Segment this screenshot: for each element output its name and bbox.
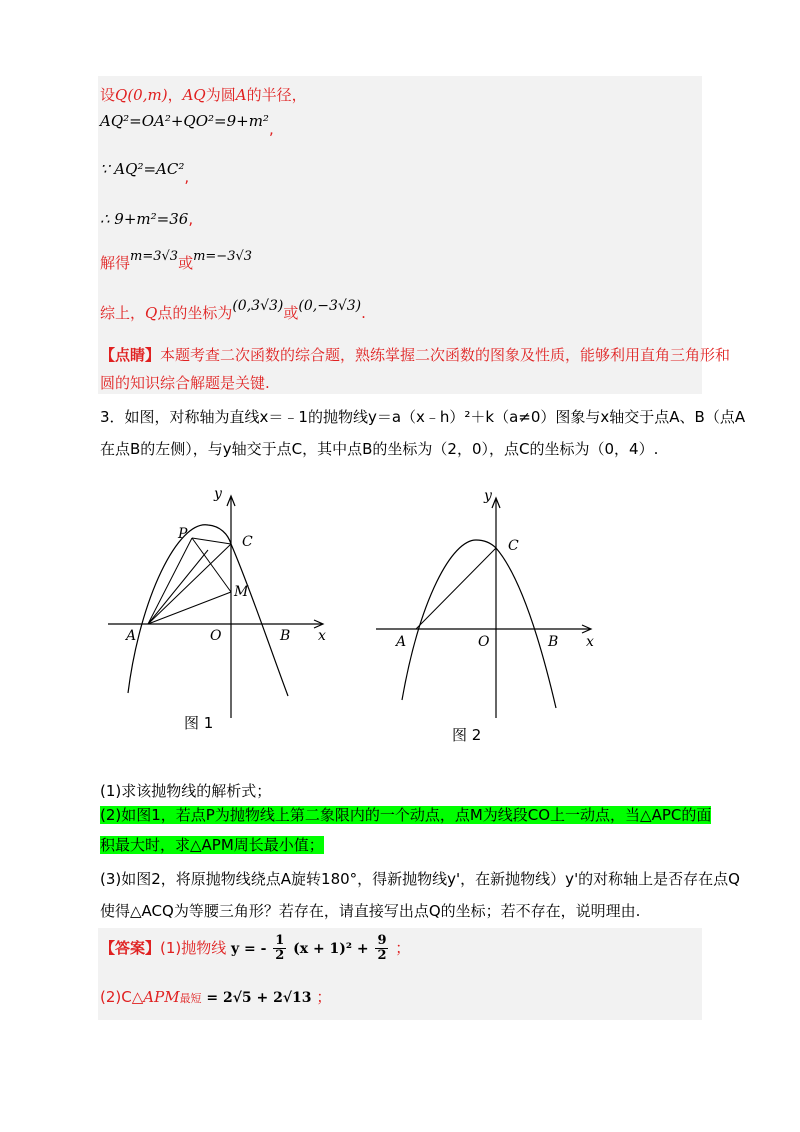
fig1-label-m: M (234, 584, 249, 600)
fig2-line-ac (416, 548, 496, 629)
fig1-label-y: y (214, 486, 222, 502)
fig2-label-x: x (586, 634, 594, 650)
solution-comment-line1: 【点睛】本题考查二次函数的综合题，熟练掌握二次函数的图象及性质，能够利用直角三角形和 (100, 346, 731, 364)
fig2-label-y: y (484, 488, 492, 504)
solution-eq3: ∴ 9+m²=36, (100, 210, 194, 228)
fig1-caption: 图 1 (184, 714, 214, 732)
question-3-line1: (3)如图2，将原抛物线绕点A旋转180°，得新抛物线y'，在新抛物线）y'的对称轴上是否存在点Q (100, 870, 740, 888)
fig1-label-c: C (242, 534, 253, 550)
question-3-line2: 使得△ACQ为等腰三角形？若存在，请直接写出点Q的坐标；若不存在，说明理由. (100, 902, 641, 920)
fig2-label-b: B (548, 634, 559, 650)
answer-2: (2)C△APM最短 = 2√5 + 2√13 ； (100, 988, 332, 1006)
figure-1 (100, 478, 340, 753)
fig1-lines (148, 538, 231, 624)
fig1-label-x: x (318, 628, 326, 644)
question-2-line2: 积最大时，求△APM周长最小值； (100, 836, 324, 854)
answer-1: 【答案】(1)抛物线 y = - $\frac{1}{2}$ (x + 1)² + $\frac{9}{2}$ ； (100, 933, 411, 963)
figure-2 (372, 478, 612, 753)
solution-solve: 解得m=3√3或m=−3√3 (100, 249, 253, 272)
solution-set-q: 设Q(0,m)，AQ为圆A的半径， (100, 86, 307, 104)
answer-1-fraction-2: $\frac{9}{2}$ (377, 933, 387, 963)
problem-line1: 3．如图，对称轴为直线x＝﹣1的抛物线y＝a（x﹣h）²＋k（a≠0）图象与x轴交于点A、B（点A (100, 408, 746, 426)
solution-eq2: ∵ AQ²=AC², (100, 160, 190, 186)
fig2-label-c: C (508, 538, 519, 554)
solution-summary: 综上，Q点的坐标为(0,3√3)或(0,−3√3). (100, 298, 366, 322)
fig2-label-a: A (396, 634, 407, 650)
fig1-label-a: A (126, 628, 137, 644)
solution-eq1: AQ²=OA²+QO²=9+m², (100, 112, 274, 138)
solution-comment-line2: 圆的知识综合解题是关键. (100, 374, 270, 392)
fig1-label-b: B (280, 628, 291, 644)
question-1: (1)求该抛物线的解析式； (100, 782, 272, 800)
fig2-label-o: O (478, 634, 490, 650)
problem-line2: 在点B的左侧），与y轴交于点C，其中点B的坐标为（2，0），点C的坐标为（0，4）. (100, 440, 659, 458)
fig1-label-o: O (210, 628, 222, 644)
question-2-line1: (2)如图1，若点P为抛物线上第二象限内的一个动点，点M为线段CO上一动点，当△APC的面 (100, 806, 712, 824)
answer-1-fraction-1: $\frac{1}{2}$ (275, 933, 285, 963)
fig2-caption: 图 2 (452, 726, 482, 744)
fig1-label-p: P (178, 526, 188, 542)
